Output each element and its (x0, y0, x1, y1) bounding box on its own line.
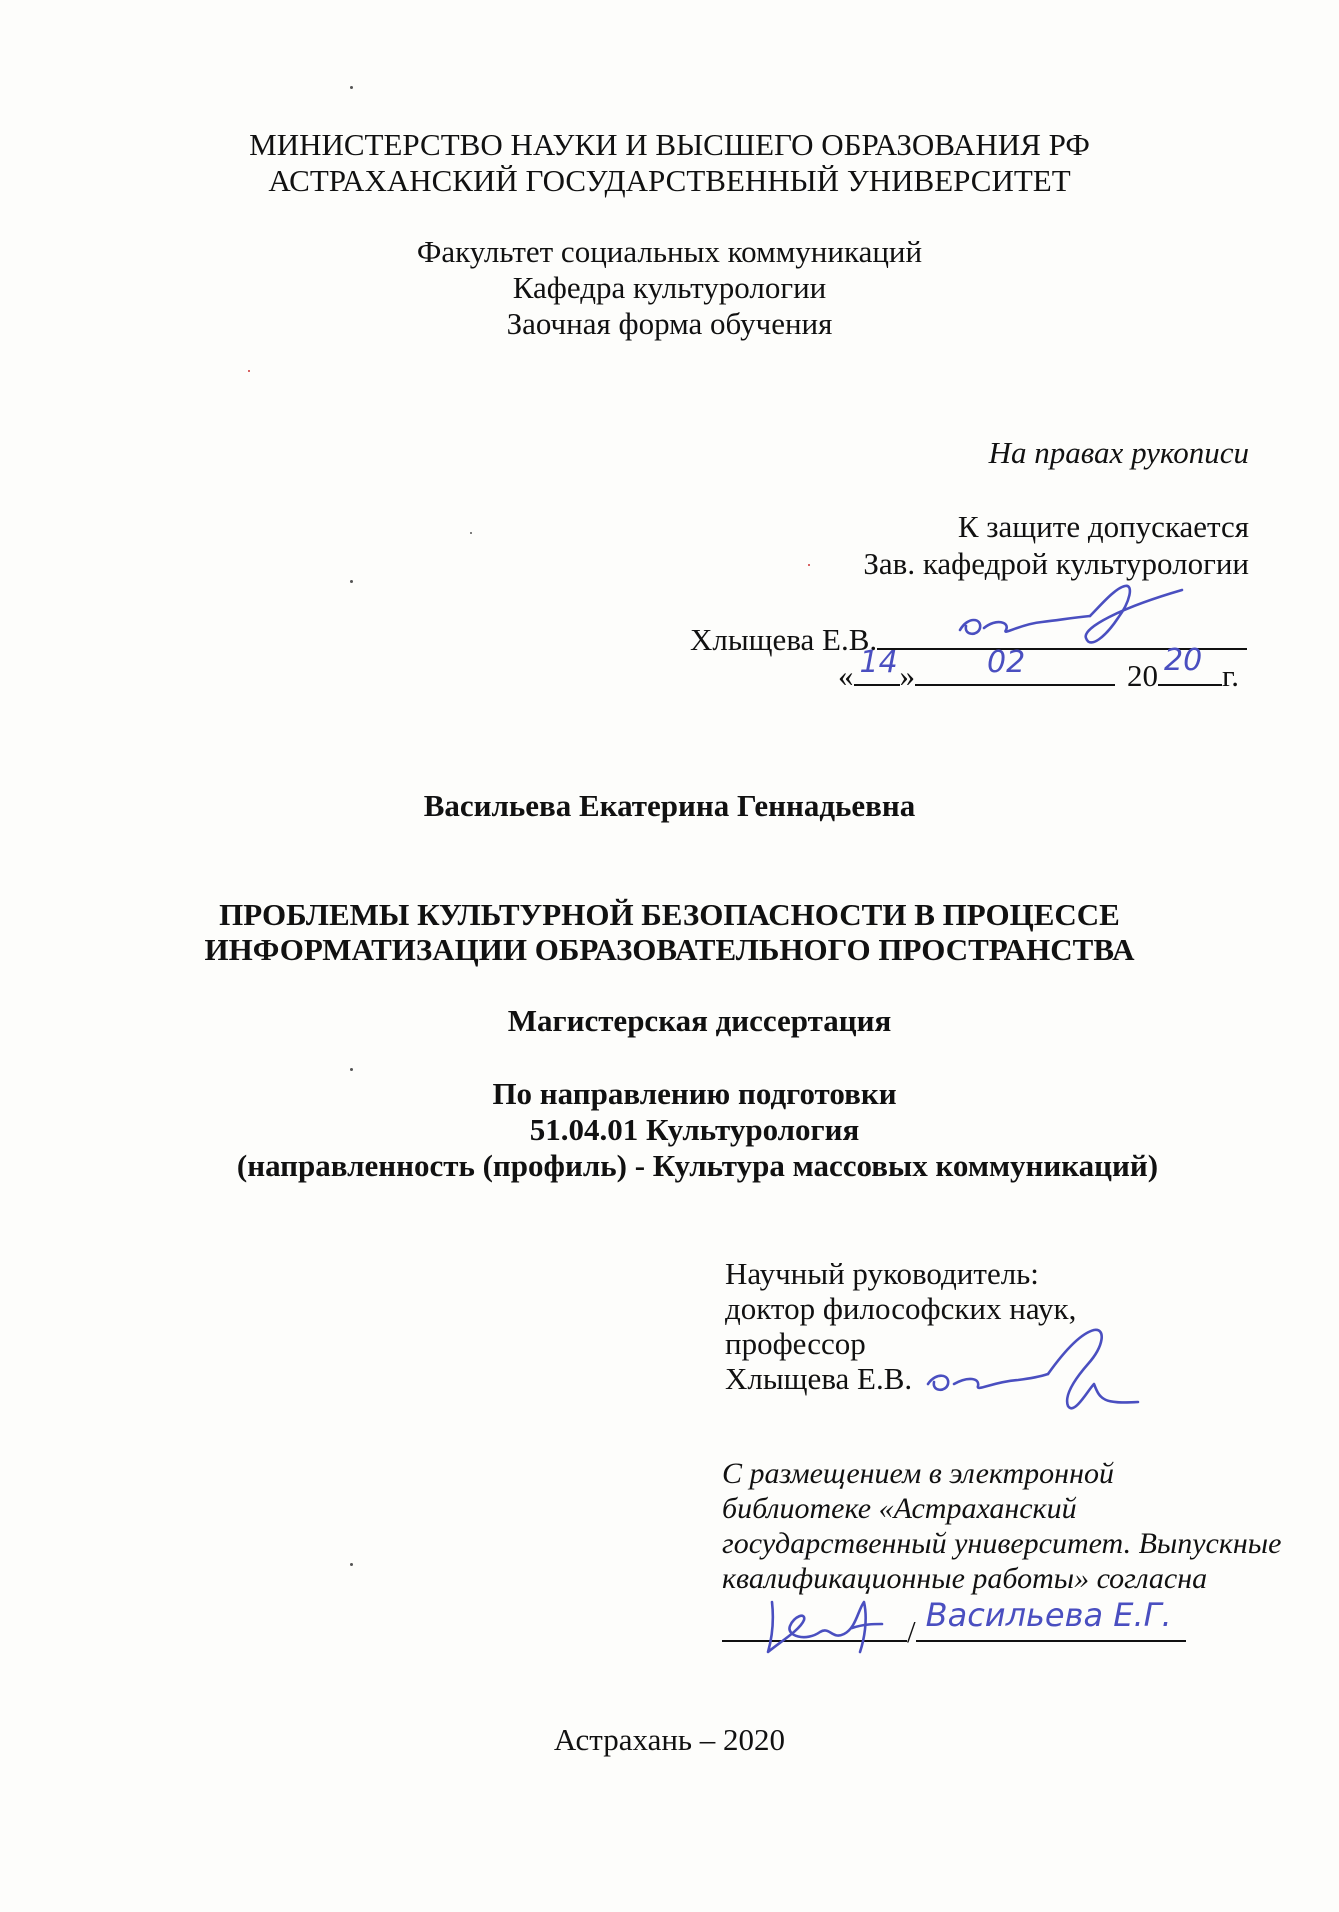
admitted-line: К защите допускается (957, 509, 1249, 544)
city-year: Астрахань – 2020 (553, 1722, 786, 1757)
date-day-blank (854, 645, 900, 686)
date-month-handwritten: 02 (987, 645, 1026, 680)
direction-label: По направлению подготовки (492, 1076, 897, 1111)
scan-speck (350, 1068, 353, 1071)
consent-signature-blank (722, 1610, 907, 1642)
date-year-prefix: 20 (1127, 658, 1158, 693)
head-title-line: Зав. кафедрой культурологии (863, 546, 1249, 581)
consent-name-blank (916, 1596, 1186, 1642)
supervisor-signature-icon (918, 1320, 1148, 1430)
date-year-blank (1158, 643, 1222, 686)
consent-line3: государственный университет. Выпускные (722, 1527, 1282, 1560)
date-year-unit: г. (1222, 658, 1239, 693)
scan-speck (808, 564, 810, 566)
study-form-line: Заочная форма обучения (506, 306, 833, 341)
scan-speck (248, 370, 250, 372)
department-line: Кафедра культурологии (512, 270, 827, 305)
supervisor-degree: доктор философских наук, (725, 1291, 1077, 1326)
supervisor-name: Хлыщева Е.В. (725, 1361, 913, 1396)
author-name: Васильева Екатерина Геннадьевна (423, 788, 916, 823)
consent-slash: / (907, 1614, 916, 1649)
date-month-blank (915, 645, 1115, 686)
direction-profile: (направленность (профиль) - Культура массовых коммуникаций) (236, 1148, 1159, 1183)
manuscript-note: На правах рукописи (988, 435, 1249, 470)
direction-code: 51.04.01 Культурология (529, 1112, 860, 1147)
thesis-title-line2: ИНФОРМАТИЗАЦИИ ОБРАЗОВАТЕЛЬНОГО ПРОСТРАНСТВА (204, 932, 1135, 967)
date-open-quote: « (838, 658, 854, 693)
consent-line2: библиотеке «Астраханский (722, 1492, 1077, 1525)
approval-date-line (838, 643, 1239, 695)
date-close-quote: » (899, 658, 915, 693)
consent-handwritten-name: Васильева Е.Г. (925, 1596, 1172, 1634)
university-line: АСТРАХАНСКИЙ ГОСУДАРСТВЕННЫЙ УНИВЕРСИТЕТ (268, 163, 1071, 198)
faculty-line: Факультет социальных коммуникаций (416, 234, 923, 269)
work-type: Магистерская диссертация (507, 1003, 892, 1038)
consent-line4: квалификационные работы» согласна (722, 1562, 1208, 1595)
supervisor-label: Научный руководитель: (725, 1256, 1039, 1291)
scan-speck (470, 532, 472, 534)
date-year-handwritten: 20 (1164, 643, 1203, 678)
scan-speck (350, 1563, 353, 1566)
ministry-line: МИНИСТЕРСТВО НАУКИ И ВЫСШЕГО ОБРАЗОВАНИЯ РФ (249, 127, 1090, 162)
thesis-title-line1: ПРОБЛЕМЫ КУЛЬТУРНОЙ БЕЗОПАСНОСТИ В ПРОЦЕССЕ (219, 897, 1120, 932)
scan-speck (350, 580, 353, 583)
head-name: Хлыщева Е.В. (690, 622, 878, 657)
consent-line1: С размещением в электронной (722, 1457, 1114, 1490)
date-day-handwritten: 14 (859, 645, 898, 680)
supervisor-rank: профессор (725, 1326, 866, 1361)
scan-speck (350, 86, 353, 89)
consent-signature-line (722, 1596, 1186, 1651)
